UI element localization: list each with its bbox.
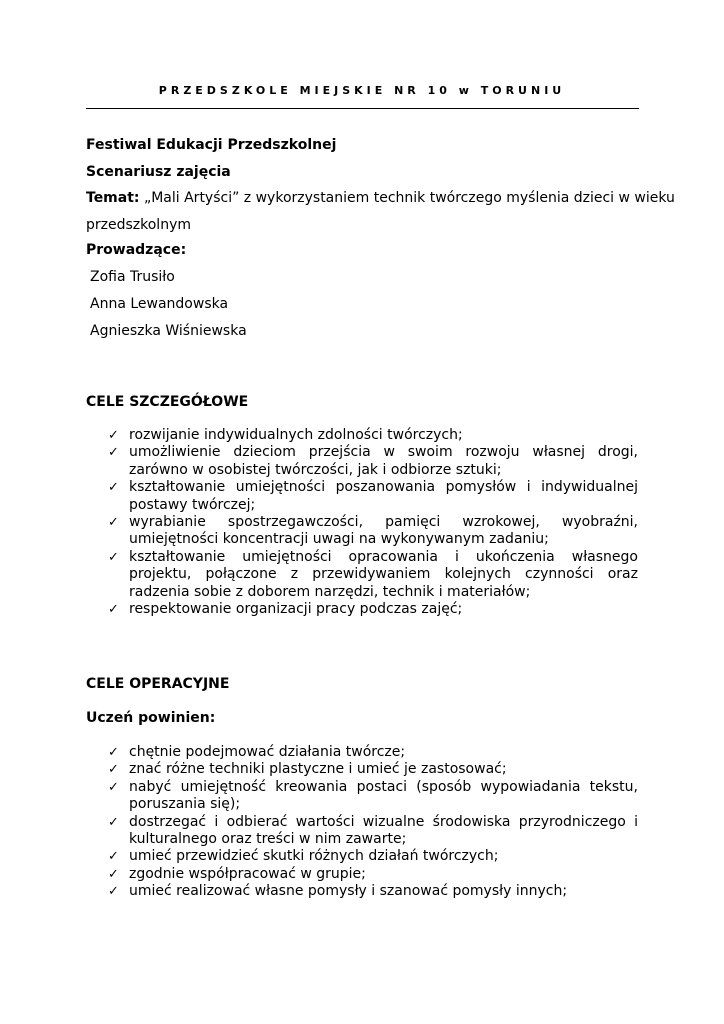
operational-goals-subheading: Uczeń powinien:	[86, 710, 216, 726]
topic-line-2: przedszkolnym	[86, 217, 191, 233]
detailed-goals-list	[108, 427, 638, 618]
checkmark-icon: ✓	[108, 745, 119, 760]
operational-goals-heading: CELE OPERACYJNE	[86, 676, 230, 692]
topic-text-1: „Mali Artyści” z wykorzystaniem technik twórczego myślenia dzieci w wieku	[139, 190, 675, 206]
list-item: ✓ nabyć umiejętność kreowania postaci (sposób wypowiadania tekstu, poruszania się);	[108, 778, 638, 813]
checkmark-icon: ✓	[108, 814, 119, 830]
festival-title: Festiwal Edukacji Przedszkolnej	[86, 137, 337, 153]
list-item: ✓ wyrabianie spostrzegawczości, pamięci wzrokowej, wyobraźni, umiejętności koncentracji uwagi na wykonywanym zadaniu;	[108, 514, 638, 548]
checkmark-icon: ✓	[108, 866, 119, 882]
leader-name: Agnieszka Wiśniewska	[90, 323, 247, 339]
checkmark-icon: ✓	[108, 515, 119, 531]
list-item: ✓ rozwijanie indywidualnych zdolności twórczych;	[108, 427, 463, 443]
detailed-goals-heading: CELE SZCZEGÓŁOWE	[86, 394, 249, 410]
operational-goals-list	[108, 744, 638, 901]
checkmark-icon: ✓	[108, 445, 119, 461]
list-item: ✓ respektowanie organizacji pracy podczas zajęć;	[108, 601, 463, 618]
checkmark-icon: ✓	[108, 428, 119, 443]
list-item: ✓ umożliwienie dzieciom przejścia w swoim rozwoju własnej drogi, zarówno w osobistej twórczości, jak i odbiorze sztuki;	[108, 444, 638, 478]
list-item: ✓ umieć przewidzieć skutki różnych działań twórczych;	[108, 848, 499, 865]
leader-name: Anna Lewandowska	[90, 296, 229, 312]
leaders-label: Prowadzące:	[86, 242, 187, 258]
list-item: ✓ dostrzegać i odbierać wartości wizualne środowiska przyrodniczego i kulturalnego oraz treści w nim zawarte;	[108, 813, 638, 848]
list-item: ✓ kształtowanie umiejętności opracowania i ukończenia własnego projektu, połączone z przewidywaniem kolejnych czynności oraz radzenia sobie z doborem narzędzi, technik i materiałów;	[108, 548, 638, 600]
checkmark-icon: ✓	[108, 549, 119, 565]
header-institution: PRZEDSZKOLE MIEJSKIE NR 10 w TORUNIU	[158, 84, 566, 97]
list-item: ✓ kształtowanie umiejętności poszanowania pomysłów i indywidualnej postawy twórczej;	[108, 479, 638, 513]
topic-label: Temat:	[86, 190, 140, 206]
header-divider	[86, 108, 639, 109]
checkmark-icon: ✓	[108, 779, 119, 795]
list-item: ✓ chętnie podejmować działania twórcze;	[108, 744, 406, 760]
checkmark-icon: ✓	[108, 602, 119, 618]
checkmark-icon: ✓	[108, 849, 119, 865]
checkmark-icon: ✓	[108, 762, 119, 778]
list-item: ✓ znać różne techniki plastyczne i umieć je zastosować;	[108, 761, 507, 778]
checkmark-icon: ✓	[108, 480, 119, 496]
leader-name: Zofia Trusiło	[90, 269, 175, 285]
scenario-title: Scenariusz zajęcia	[86, 164, 231, 180]
list-item: ✓ zgodnie współpracować w grupie;	[108, 865, 366, 882]
topic-line-1	[86, 190, 675, 206]
list-item: ✓ umieć realizować własne pomysły i szanować pomysły innych;	[108, 883, 568, 900]
checkmark-icon: ✓	[108, 884, 119, 900]
